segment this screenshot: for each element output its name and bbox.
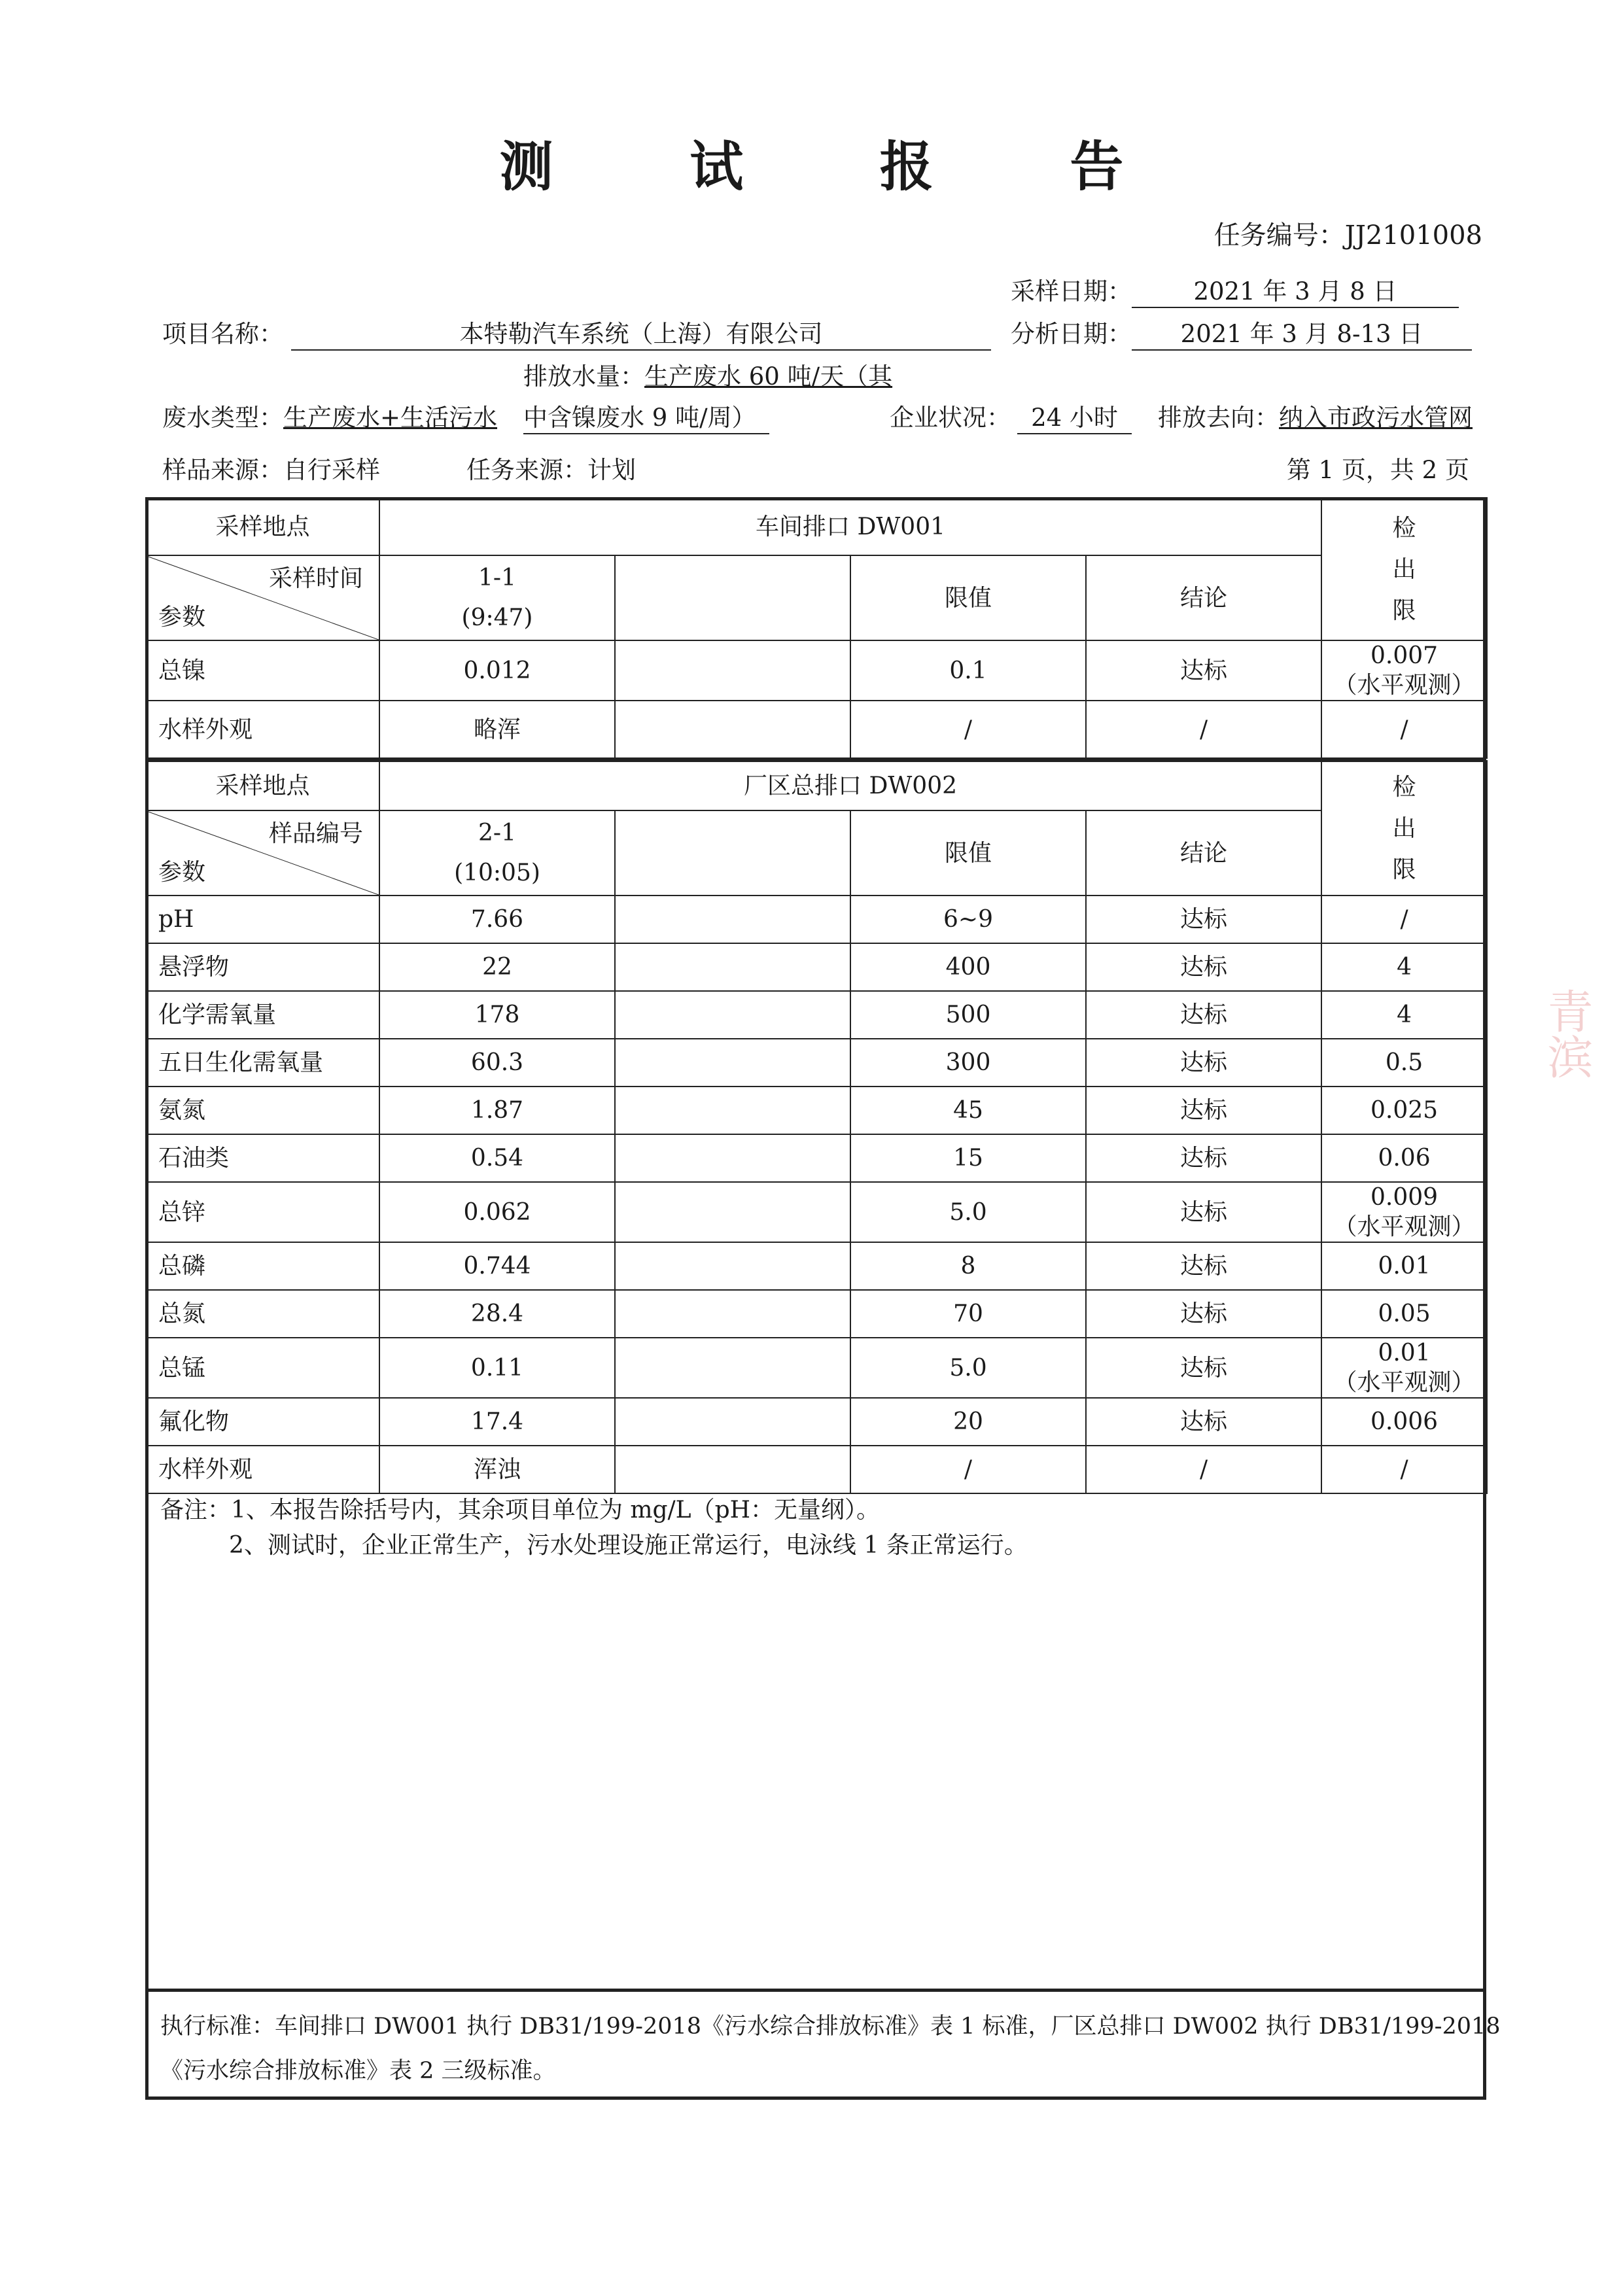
param-cell: pH bbox=[146, 896, 379, 943]
sample-time: (9:47) bbox=[461, 604, 533, 631]
value-cell: 0.012 bbox=[379, 640, 615, 701]
table-row bbox=[146, 1087, 1487, 1134]
empty-cell bbox=[615, 640, 850, 701]
table-row bbox=[146, 991, 1487, 1039]
param-cell: 五日生化需氧量 bbox=[146, 1039, 379, 1087]
site-name: 车间排口 DW001 bbox=[379, 498, 1321, 555]
param-cell: 氟化物 bbox=[146, 1398, 379, 1446]
conclusion-cell: 达标 bbox=[1086, 640, 1321, 701]
task-number-value: JJ2101008 bbox=[1344, 220, 1482, 251]
task-number-label: 任务编号： bbox=[1213, 220, 1345, 251]
conclusion-cell: 达标 bbox=[1086, 1087, 1321, 1134]
detect-limit-value: 0.01 bbox=[1378, 1340, 1431, 1366]
standard-separator bbox=[145, 1989, 1486, 1992]
detect-limit-cell bbox=[1321, 1182, 1487, 1242]
site-name: 厂区总排口 DW002 bbox=[379, 761, 1321, 810]
detect-limit-cell bbox=[1321, 1338, 1487, 1398]
detect-limit-cell bbox=[1321, 1446, 1487, 1493]
detect-limit-cell bbox=[1321, 1039, 1487, 1087]
value-cell: 17.4 bbox=[379, 1398, 615, 1446]
detect-limit-value: 0.007 bbox=[1370, 642, 1439, 669]
limit-cell: 400 bbox=[850, 943, 1086, 991]
limit-cell: 6~9 bbox=[850, 896, 1086, 943]
detect-limit-note: （水平观测） bbox=[1333, 1213, 1475, 1240]
analysis-date-value: 2021 年 3 月 8-13 日 bbox=[1132, 314, 1472, 351]
discharge-direction-label: 排放去向： bbox=[1158, 404, 1279, 432]
table-dw001 bbox=[145, 497, 1488, 759]
conclusion-cell: 达标 bbox=[1086, 1242, 1321, 1290]
table-dw002 bbox=[145, 760, 1488, 1494]
task-source-label: 任务来源： bbox=[466, 456, 587, 484]
detect-limit-value: 0.5 bbox=[1385, 1049, 1423, 1076]
detect-limit-cell bbox=[1321, 640, 1487, 701]
param-cell: 悬浮物 bbox=[146, 943, 379, 991]
value-cell: 0.11 bbox=[379, 1338, 615, 1398]
site-label: 采样地点 bbox=[146, 761, 379, 810]
conclusion-header: 结论 bbox=[1086, 555, 1321, 640]
param-cell: 总磷 bbox=[146, 1242, 379, 1290]
limit-cell: / bbox=[850, 1446, 1086, 1493]
conclusion-cell: 达标 bbox=[1086, 1290, 1321, 1338]
project-name-value: 本特勒汽车系统（上海）有限公司 bbox=[291, 314, 991, 351]
detect-limit-header: 检 出 限 bbox=[1321, 761, 1487, 896]
param-cell: 石油类 bbox=[146, 1134, 379, 1182]
limit-header: 限值 bbox=[850, 810, 1086, 896]
standard-line-2: 《污水综合排放标准》表 2 三级标准。 bbox=[160, 2058, 556, 2084]
value-cell: 1.87 bbox=[379, 1087, 615, 1134]
detect-limit-cell bbox=[1321, 1398, 1487, 1446]
limit-cell: 45 bbox=[850, 1087, 1086, 1134]
sample-id: 2-1 bbox=[478, 819, 516, 846]
conclusion-cell: 达标 bbox=[1086, 1134, 1321, 1182]
limit-cell: / bbox=[850, 701, 1086, 758]
page-info: 第 1 页，共 2 页 bbox=[1286, 456, 1469, 484]
analysis-date bbox=[1011, 314, 1472, 351]
diag-top-label: 采样时间 bbox=[268, 565, 363, 592]
detect-limit-value: 4 bbox=[1397, 1001, 1412, 1028]
detect-limit-note: （水平观测） bbox=[1333, 1369, 1475, 1396]
detect-limit-header: 检 出 限 bbox=[1321, 498, 1487, 640]
project-name-label: 项目名称： bbox=[162, 320, 283, 348]
limit-cell: 5.0 bbox=[850, 1182, 1086, 1242]
sample-column-header bbox=[379, 810, 615, 896]
sampling-date bbox=[1011, 271, 1459, 308]
empty-column bbox=[615, 555, 850, 640]
table-row bbox=[146, 640, 1487, 701]
param-cell: 水样外观 bbox=[146, 1446, 379, 1493]
empty-cell bbox=[615, 943, 850, 991]
table-row bbox=[146, 1398, 1487, 1446]
param-cell: 总氮 bbox=[146, 1290, 379, 1338]
diag-bottom-label: 参数 bbox=[158, 604, 206, 631]
discharge-volume-cont bbox=[523, 398, 769, 434]
discharge-volume bbox=[523, 357, 892, 392]
limit-cell: 5.0 bbox=[850, 1338, 1086, 1398]
detect-limit-cell bbox=[1321, 896, 1487, 943]
task-source bbox=[466, 450, 636, 485]
conclusion-header: 结论 bbox=[1086, 810, 1321, 896]
empty-cell bbox=[615, 1398, 850, 1446]
detect-limit-value: 0.009 bbox=[1370, 1184, 1439, 1211]
param-cell: 总锌 bbox=[146, 1182, 379, 1242]
sample-id: 1-1 bbox=[478, 564, 516, 591]
detect-limit-value: 0.06 bbox=[1378, 1145, 1431, 1172]
detect-limit-cell: / bbox=[1321, 701, 1487, 758]
empty-cell bbox=[615, 1134, 850, 1182]
discharge-volume-value-1: 生产废水 60 吨/天（其 bbox=[644, 362, 893, 391]
empty-cell bbox=[615, 1242, 850, 1290]
empty-cell bbox=[615, 1039, 850, 1087]
table-row bbox=[146, 701, 1487, 758]
limit-cell: 8 bbox=[850, 1242, 1086, 1290]
limit-cell: 500 bbox=[850, 991, 1086, 1039]
wastewater-type-label: 废水类型： bbox=[162, 404, 283, 432]
table-row bbox=[146, 1039, 1487, 1087]
conclusion-cell: / bbox=[1086, 1446, 1321, 1493]
conclusion-cell: 达标 bbox=[1086, 991, 1321, 1039]
empty-column bbox=[615, 810, 850, 896]
detect-limit-value: / bbox=[1400, 906, 1408, 933]
detect-limit-value: 0.05 bbox=[1378, 1300, 1431, 1327]
remark-2: 2、测试时，企业正常生产，污水处理设施正常运行，电泳线 1 条正常运行。 bbox=[229, 1532, 1028, 1559]
diag-bottom-label: 参数 bbox=[158, 859, 206, 886]
discharge-direction-value: 纳入市政污水管网 bbox=[1279, 404, 1473, 432]
diagonal-header bbox=[146, 555, 379, 640]
detect-limit-value: / bbox=[1400, 1456, 1408, 1483]
detect-limit-cell bbox=[1321, 1087, 1487, 1134]
sample-column-header bbox=[379, 555, 615, 640]
value-cell: 0.54 bbox=[379, 1134, 615, 1182]
detect-limit-value: 0.025 bbox=[1370, 1097, 1439, 1124]
detect-limit-cell bbox=[1321, 943, 1487, 991]
param-cell: 氨氮 bbox=[146, 1087, 379, 1134]
empty-cell bbox=[615, 991, 850, 1039]
value-cell: 7.66 bbox=[379, 896, 615, 943]
conclusion-cell: 达标 bbox=[1086, 1182, 1321, 1242]
table-row bbox=[146, 896, 1487, 943]
param-cell: 水样外观 bbox=[146, 701, 379, 758]
detect-limit-cell bbox=[1321, 1290, 1487, 1338]
value-cell: 28.4 bbox=[379, 1290, 615, 1338]
limit-cell: 15 bbox=[850, 1134, 1086, 1182]
value-cell: 0.744 bbox=[379, 1242, 615, 1290]
detect-limit-value: 0.01 bbox=[1378, 1253, 1431, 1279]
enterprise-status-value: 24 小时 bbox=[1017, 398, 1132, 434]
param-cell: 化学需氧量 bbox=[146, 991, 379, 1039]
sampling-date-value: 2021 年 3 月 8 日 bbox=[1132, 271, 1459, 308]
detect-limit-cell bbox=[1321, 991, 1487, 1039]
conclusion-cell: 达标 bbox=[1086, 943, 1321, 991]
site-label: 采样地点 bbox=[146, 498, 379, 555]
limit-cell: 20 bbox=[850, 1398, 1086, 1446]
limit-cell: 0.1 bbox=[850, 640, 1086, 701]
table-row bbox=[146, 1290, 1487, 1338]
analysis-date-label: 分析日期： bbox=[1011, 320, 1132, 348]
conclusion-cell: 达标 bbox=[1086, 1039, 1321, 1087]
table-row bbox=[146, 1182, 1487, 1242]
limit-cell: 70 bbox=[850, 1290, 1086, 1338]
value-cell: 略浑 bbox=[379, 701, 615, 758]
param-cell: 总锰 bbox=[146, 1338, 379, 1398]
table-row bbox=[146, 1446, 1487, 1493]
task-number bbox=[1214, 215, 1482, 252]
empty-cell bbox=[615, 1087, 850, 1134]
empty-cell bbox=[615, 1338, 850, 1398]
discharge-volume-value-2: 中含镍废水 9 吨/周） bbox=[523, 398, 769, 434]
discharge-volume-label: 排放水量： bbox=[523, 362, 644, 391]
detect-limit-cell bbox=[1321, 1242, 1487, 1290]
empty-cell bbox=[615, 896, 850, 943]
remark-1: 备注：1、本报告除括号内，其余项目单位为 mg/L（pH：无量纲）。 bbox=[160, 1497, 881, 1523]
value-cell: 178 bbox=[379, 991, 615, 1039]
wastewater-type-value: 生产废水+生活污水 bbox=[283, 404, 498, 432]
enterprise-status-label: 企业状况： bbox=[890, 404, 1011, 432]
report-title: 测 试 报 告 bbox=[499, 136, 1183, 198]
conclusion-cell: 达标 bbox=[1086, 896, 1321, 943]
sampling-date-label: 采样日期： bbox=[1011, 277, 1132, 305]
sample-time: (10:05) bbox=[454, 860, 540, 886]
detect-limit-value: 4 bbox=[1397, 954, 1412, 981]
sample-source-label: 样品来源： bbox=[162, 456, 283, 484]
table-row bbox=[146, 943, 1487, 991]
project-name bbox=[162, 314, 991, 351]
value-cell: 浑浊 bbox=[379, 1446, 615, 1493]
value-cell: 22 bbox=[379, 943, 615, 991]
diag-top-label: 样品编号 bbox=[268, 820, 363, 847]
value-cell: 60.3 bbox=[379, 1039, 615, 1087]
limit-header: 限值 bbox=[850, 555, 1086, 640]
table-row bbox=[146, 1338, 1487, 1398]
empty-cell bbox=[615, 701, 850, 758]
detect-limit-note: （水平观测） bbox=[1333, 672, 1475, 699]
seal-stamp: 青滨 bbox=[1540, 988, 1594, 1079]
detect-limit-value: 0.006 bbox=[1370, 1408, 1439, 1435]
conclusion-cell: 达标 bbox=[1086, 1338, 1321, 1398]
standard-line-1: 执行标准：车间排口 DW001 执行 DB31/199-2018《污水综合排放标准》表 1 标准，厂区总排口 DW002 执行 DB31/199-2018 bbox=[160, 2013, 1501, 2040]
empty-cell bbox=[615, 1182, 850, 1242]
param-cell: 总镍 bbox=[146, 640, 379, 701]
table-row bbox=[146, 1134, 1487, 1182]
empty-cell bbox=[615, 1446, 850, 1493]
discharge-direction bbox=[1158, 398, 1473, 433]
wastewater-type bbox=[162, 398, 497, 433]
sample-source-value: 自行采样 bbox=[283, 456, 380, 484]
table-row bbox=[146, 1242, 1487, 1290]
conclusion-cell: 达标 bbox=[1086, 1398, 1321, 1446]
conclusion-cell: / bbox=[1086, 701, 1321, 758]
sample-source bbox=[162, 450, 380, 485]
limit-cell: 300 bbox=[850, 1039, 1086, 1087]
value-cell: 0.062 bbox=[379, 1182, 615, 1242]
diagonal-header bbox=[146, 810, 379, 896]
task-source-value: 计划 bbox=[587, 456, 636, 484]
empty-cell bbox=[615, 1290, 850, 1338]
enterprise-status bbox=[890, 398, 1132, 434]
detect-limit-cell bbox=[1321, 1134, 1487, 1182]
